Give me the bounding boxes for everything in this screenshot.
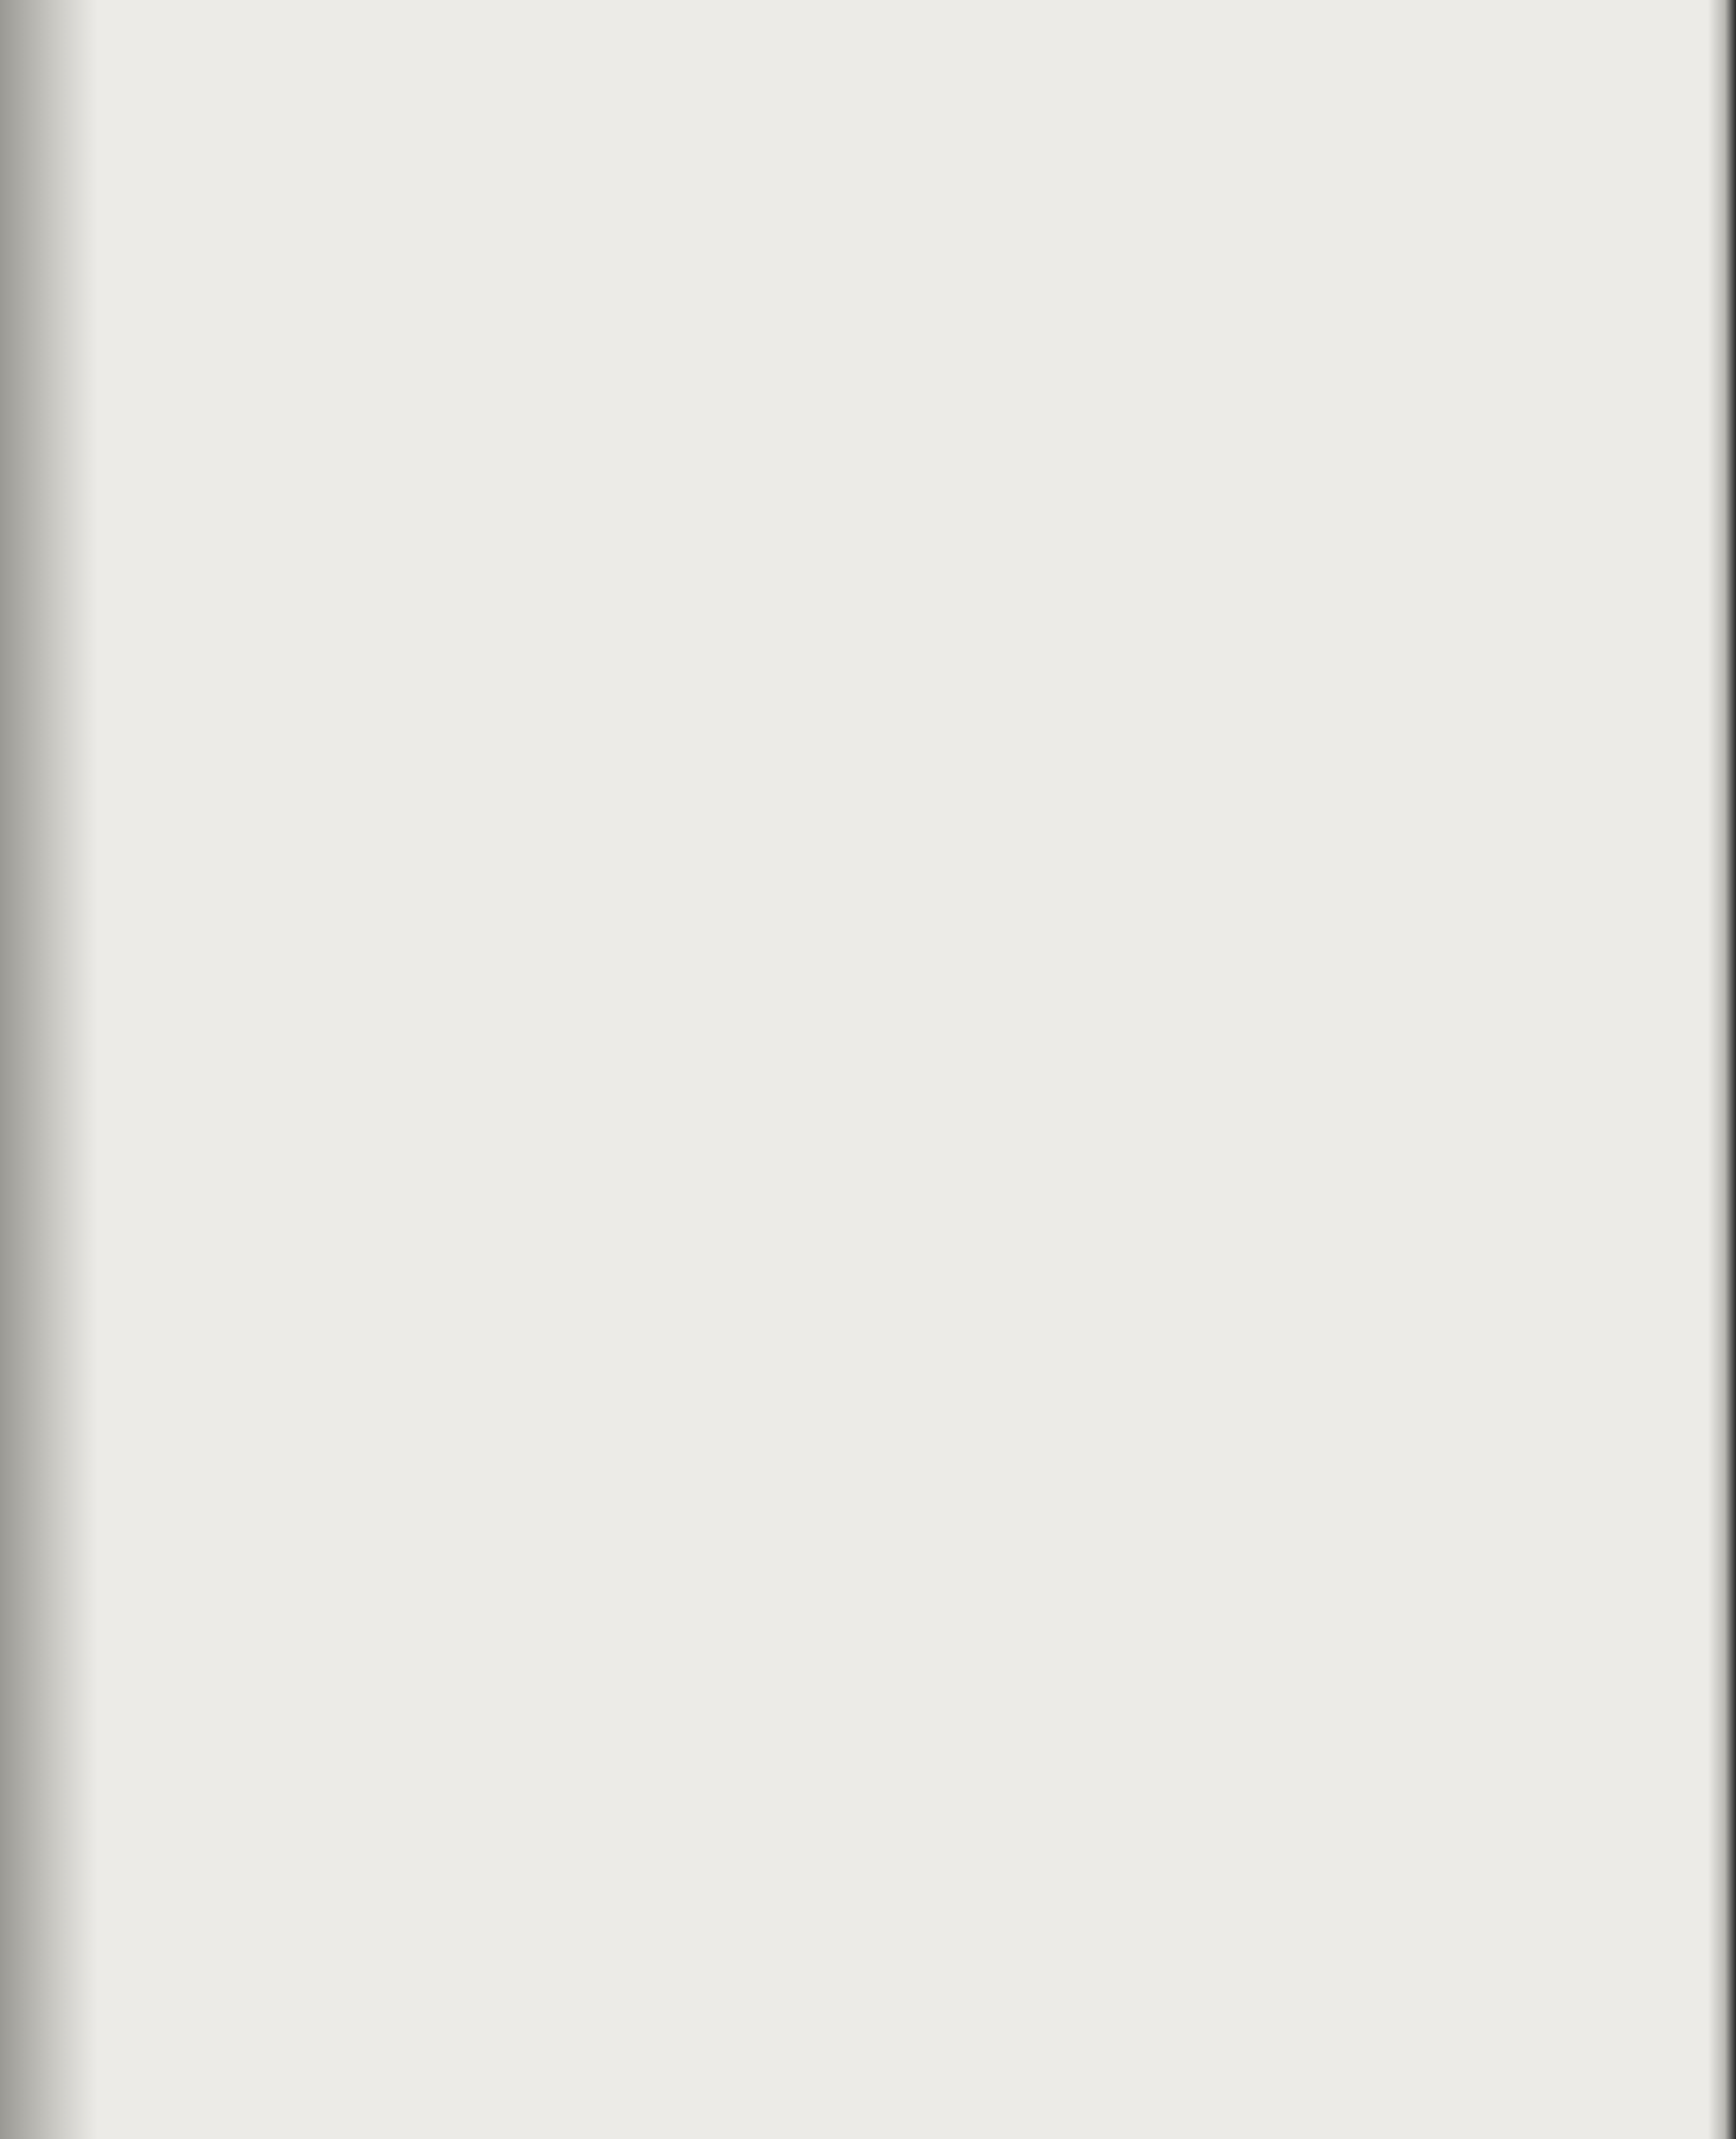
page-right-edge [1708,0,1736,2139]
previous-page-fragments [0,0,37,2139]
